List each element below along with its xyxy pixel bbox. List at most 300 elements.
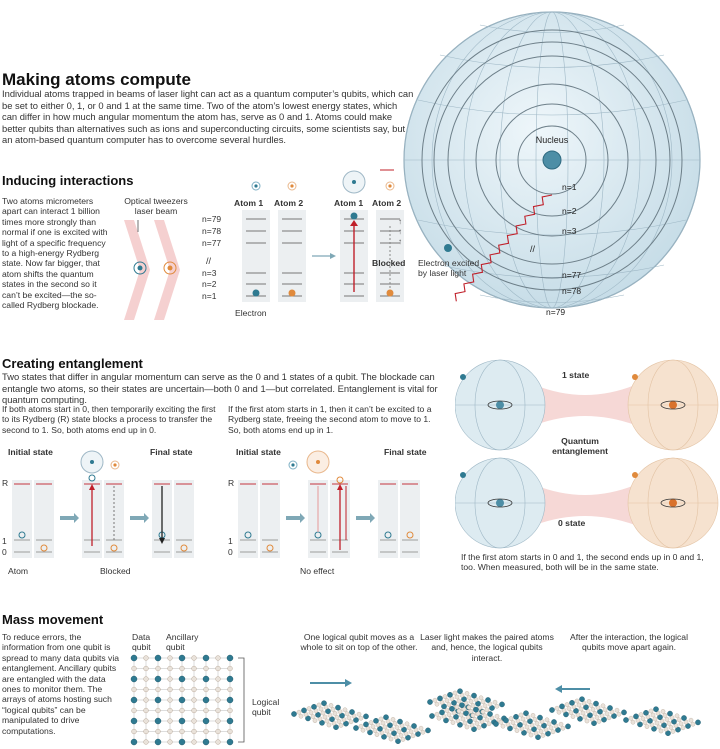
qubit-atom: [329, 703, 333, 707]
data-qubit: [155, 697, 161, 703]
qubit-atom: [447, 692, 452, 697]
rydberg-level-diagram: [200, 168, 415, 308]
data-qubit: [155, 676, 161, 682]
qubit-atom: [363, 722, 368, 727]
ancillary-qubit: [192, 698, 197, 703]
data-qubit: [179, 697, 185, 703]
ancillary-qubit: [228, 708, 233, 713]
ancillary-qubit: [144, 708, 149, 713]
qubit-atom: [681, 726, 685, 730]
ancillary-qubit: [132, 666, 137, 671]
qubit-atom: [655, 721, 659, 725]
qubit-atom: [393, 721, 397, 725]
qubit-atom: [357, 712, 361, 716]
qubit-atom: [475, 721, 479, 725]
ancillary-qubit: [156, 729, 161, 734]
qubit-atom: [651, 713, 655, 717]
qubit-atom: [309, 711, 313, 715]
ancillary-qubit-label: Ancillary qubit: [166, 632, 199, 652]
qubit-atom: [579, 707, 583, 711]
qubit-atom: [565, 703, 569, 707]
axis-label: 0: [2, 547, 7, 557]
qubit-atom: [671, 729, 675, 733]
interactions-title: Inducing interactions: [2, 173, 134, 188]
blocked-label: Blocked: [372, 258, 406, 268]
qubit-atom: [493, 721, 498, 726]
qubit-atom: [469, 699, 473, 703]
qubit-atom: [325, 719, 329, 723]
qubit-atom: [675, 714, 679, 718]
qubit-atom: [463, 721, 467, 725]
qubit-atom: [395, 725, 399, 729]
level-label: n=2: [562, 206, 577, 216]
qubit-atom: [317, 703, 321, 707]
qubit-atom: [361, 728, 365, 732]
qubit-atom: [375, 733, 379, 737]
qubit-atom: [383, 725, 387, 729]
n-label: n=1: [202, 291, 217, 301]
qubit-atom: [327, 723, 331, 727]
blocked-label: Blocked: [100, 566, 131, 576]
qubit-atom: [459, 713, 463, 717]
qubit-atom: [677, 718, 681, 722]
qubit-atom: [529, 733, 533, 737]
ancillary-qubit: [192, 729, 197, 734]
entanglement-left-text: If both atoms start in 0, then temporarily exciting the first to its Rydberg (R) state blocks a process to transfer the second to 1. So, both atoms end up in 0.: [2, 404, 216, 435]
qubit-atom: [547, 722, 551, 726]
qubit-atom: [579, 697, 584, 702]
qubit-atom: [559, 722, 563, 726]
qubit-atom: [521, 717, 525, 721]
qubit-atom: [387, 733, 391, 737]
ancillary-qubit: [144, 719, 149, 724]
qubit-atom: [551, 730, 555, 734]
qubit-atom: [537, 725, 541, 729]
ancillary-qubit: [204, 729, 209, 734]
qubit-atom: [471, 703, 475, 707]
interactions-text: Two atoms micrometers apart can interact 1 billion times more strongly than normal if one is excited with light of a specific frequency to a high-energy Rydberg state. Now far bigger, that atom shifts the quantum states in the second so it can’t be excited—the so-called Rydberg blockade.: [2, 196, 108, 311]
level-label: n=79: [546, 307, 566, 317]
ancillary-qubit: [168, 708, 173, 713]
ancillary-qubit: [216, 729, 221, 734]
qubit-atom: [499, 702, 504, 707]
qubit-atom: [391, 717, 395, 721]
svg-text:↑: ↑: [398, 237, 402, 246]
data-qubit-label: Data qubit: [132, 632, 151, 652]
qubit-atom: [643, 721, 647, 725]
qubit-atom: [669, 725, 673, 729]
qubit-atom: [691, 722, 695, 726]
qubit-atom: [593, 711, 597, 715]
final-state-label: Final state: [150, 447, 193, 457]
qubit-atom: [447, 703, 451, 707]
axis-label: 1: [228, 536, 233, 546]
data-qubit: [179, 739, 185, 745]
qubit-atom: [689, 718, 693, 722]
ancillary-qubit: [144, 687, 149, 692]
qubit-atom: [379, 717, 383, 721]
ancillary-qubit: [192, 708, 197, 713]
qubit-atom: [559, 704, 564, 709]
qubit-atom: [347, 716, 351, 720]
axis-label: R: [228, 478, 235, 488]
excited-electron: [444, 244, 452, 252]
qubit-atom: [439, 710, 444, 715]
qubit-atom: [565, 724, 570, 729]
qubit-atom: [643, 710, 648, 715]
qubit-atom: [519, 713, 523, 717]
qubit-atom: [515, 729, 519, 733]
qubit-atom: [509, 717, 513, 721]
data-qubit: [131, 655, 137, 661]
qubit-atom: [659, 729, 663, 733]
n-label: n=77: [202, 238, 222, 248]
qubit-atom: [359, 716, 363, 720]
ancillary-qubit: [156, 687, 161, 692]
qubit-atom: [437, 696, 442, 701]
svg-text:↑: ↑: [398, 227, 402, 236]
qubit-atom: [485, 697, 490, 702]
qubit-atom: [447, 713, 451, 717]
qubit-atom: [629, 716, 633, 720]
ancillary-qubit: [180, 708, 185, 713]
axis-label: R: [2, 478, 9, 488]
qubit-atom: [469, 709, 473, 713]
ancillary-qubit: [216, 740, 221, 745]
n-label: n=78: [202, 226, 222, 236]
step3-text: After the interaction, the logical qubits move apart again.: [570, 632, 688, 653]
qubit-atom: [291, 711, 296, 716]
data-qubit: [227, 718, 233, 724]
qubit-atom: [459, 703, 464, 708]
qubit-atom: [623, 717, 628, 722]
data-qubit: [203, 655, 209, 661]
ancillary-qubit: [216, 687, 221, 692]
qubit-atom: [569, 700, 574, 705]
qubit-atom: [545, 718, 549, 722]
final-state-label: Final state: [384, 447, 427, 457]
qubit-atom: [575, 699, 579, 703]
qubit-atom: [411, 734, 415, 738]
qubit-atom: [429, 713, 434, 718]
qubit-atom: [331, 707, 335, 711]
ancillary-qubit: [192, 687, 197, 692]
qubit-atom: [583, 715, 587, 719]
qubit-atom: [301, 708, 306, 713]
qubit-atom: [421, 730, 425, 734]
qubit-atom: [373, 729, 377, 733]
qubit-atom: [343, 708, 347, 712]
ancillary-qubit: [144, 666, 149, 671]
qubit-atom: [621, 710, 626, 715]
ancillary-qubit: [168, 698, 173, 703]
qubit-atom: [457, 689, 462, 694]
qubit-atom: [353, 725, 358, 730]
axis-label: 1: [2, 536, 7, 546]
ancillary-qubit: [192, 666, 197, 671]
data-qubit: [131, 718, 137, 724]
qubit-atom: [537, 715, 542, 720]
n-label: n=79: [202, 214, 222, 224]
axis-label: 0: [228, 547, 233, 557]
qubit-atom: [593, 701, 598, 706]
qubit-atom: [473, 707, 478, 712]
qubit-atom: [657, 725, 661, 729]
qubit-atom: [483, 704, 487, 708]
qubit-atom: [581, 711, 585, 715]
qubit-atom: [405, 722, 409, 726]
qubit-atom: [465, 691, 469, 695]
qubit-atom: [485, 708, 489, 712]
qubit-atom: [363, 714, 368, 719]
ancillary-qubit: [132, 708, 137, 713]
qubit-atom: [495, 704, 499, 708]
qubit-atom: [617, 712, 621, 716]
qubit-atom: [397, 729, 401, 733]
ancillary-qubit: [156, 708, 161, 713]
qubit-atom: [467, 695, 471, 699]
ancillary-qubit: [204, 708, 209, 713]
ancillary-qubit: [228, 666, 233, 671]
electron-label: Electron: [235, 308, 267, 318]
ancillary-qubit: [204, 687, 209, 692]
qubit-atom: [555, 706, 559, 710]
qubit-atom: [383, 715, 388, 720]
svg-text:↑: ↑: [398, 217, 402, 226]
qubit-atom: [471, 693, 476, 698]
qubit-atom: [435, 712, 439, 716]
ancillary-qubit: [204, 666, 209, 671]
qubit-atom: [571, 715, 575, 719]
qubit-atom: [297, 710, 301, 714]
mass-title: Mass movement: [2, 612, 104, 627]
ancillary-qubit: [228, 729, 233, 734]
data-qubit: [179, 655, 185, 661]
atom2-header: Atom 2: [274, 198, 304, 208]
data-qubit: [227, 697, 233, 703]
ancillary-qubit: [132, 729, 137, 734]
qubit-atom: [381, 721, 385, 725]
state0-label: 0 state: [558, 518, 586, 528]
qubit-atom: [337, 719, 341, 723]
qubit-atom: [437, 716, 441, 720]
atom-label: Atom: [8, 566, 29, 576]
qubit-atom: [567, 707, 571, 711]
page-title: Making atoms compute: [2, 70, 191, 89]
qubit-atom: [561, 726, 565, 730]
ancillary-qubit: [168, 719, 173, 724]
qubit-atom: [589, 703, 593, 707]
qubit-atom: [465, 725, 469, 729]
data-qubit: [131, 697, 137, 703]
data-qubit: [131, 676, 137, 682]
qubit-atom: [527, 729, 531, 733]
ancillary-qubit: [216, 698, 221, 703]
ancillary-qubit: [228, 687, 233, 692]
qubit-atom: [513, 725, 517, 729]
qubit-atom: [597, 719, 601, 723]
mass-text: To reduce errors, the information from one qubit is spread to many data qubits via entanglement. Ancillary qubits are entangled with the data ones to monitor them. The arrays of atoms hosting such “logical qubits” can be manipulated to drive computations.: [2, 632, 120, 736]
qubit-atom: [607, 705, 612, 710]
qubit-atom: [467, 705, 471, 709]
qubit-atom: [605, 712, 609, 716]
qubit-atom: [681, 715, 686, 720]
qubit-atom: [323, 715, 327, 719]
qubit-atom: [371, 725, 375, 729]
qubit-atom: [591, 707, 595, 711]
logical-qubit-steps: [290, 670, 720, 748]
qubit-atom: [531, 713, 535, 717]
intro-text: Individual atoms trapped in beams of laser light can act as a quantum computer’s qubits, which can be set to either 0, 1, or 0 and 1 at the same time. Two of the atom’s lowest energy states, which can differ in how much angular momentum the atom has, serve as 0 and 1. Atoms could make better qubits than alternatives such as ions and superconducting circuits, some scientists say, but an atom-based quantum computer has to overcome several hurdles.: [2, 88, 414, 146]
level-label: n=1: [562, 182, 577, 192]
qubit-atom: [457, 699, 461, 703]
ancillary-qubit: [216, 656, 221, 661]
qubit-atom: [503, 718, 508, 723]
qubit-atom: [511, 721, 515, 725]
level-label: n=3: [562, 226, 577, 236]
step1-text: One logical qubit moves as a whole to sit on top of the other.: [300, 632, 418, 653]
qubit-atom: [633, 714, 638, 719]
ancillary-qubit: [180, 729, 185, 734]
qubit-atom: [653, 717, 657, 721]
qubit-atom: [333, 711, 337, 715]
qubit-atom: [339, 723, 343, 727]
qubit-atom: [335, 715, 339, 719]
atom-globe: [380, 0, 720, 330]
step2-text: Laser light makes the paired atoms and, hence, the logical qubits interact.: [420, 632, 554, 663]
qubit-atom: [311, 704, 316, 709]
qubit-atom: [479, 696, 483, 700]
qubit-atom: [373, 718, 378, 723]
ancillary-qubit: [144, 656, 149, 661]
qubit-atom: [641, 717, 645, 721]
data-qubit: [203, 739, 209, 745]
qubit-atom: [487, 711, 492, 716]
qubit-atom: [483, 714, 487, 718]
data-qubit: [227, 655, 233, 661]
n-label: n=3: [202, 268, 217, 278]
qubit-atom: [433, 698, 437, 702]
qubit-atom: [425, 728, 430, 733]
qubit-atom: [569, 711, 573, 715]
qubit-atom: [321, 711, 325, 715]
qubit-atom: [307, 707, 311, 711]
entanglement-title: Creating entanglement: [2, 356, 143, 371]
entanglement-right-text: If the first atom starts in 1, then it can’t be excited to a Rydberg state, freeing the second atom to move to 1. So, both atoms end up in 1.: [228, 404, 432, 435]
qubit-atom: [501, 724, 505, 728]
qubit-atom: [585, 719, 589, 723]
qubit-atom: [549, 726, 553, 730]
ancillary-qubit: [156, 666, 161, 671]
qubit-atom: [419, 726, 423, 730]
data-qubit: [203, 697, 209, 703]
ancillary-qubit: [144, 677, 149, 682]
atom1-header: Atom 1: [334, 198, 364, 208]
n-label: n=2: [202, 279, 217, 289]
svg-text://: //: [530, 244, 536, 254]
qubit-atom: [535, 721, 539, 725]
qubit-atom: [481, 710, 485, 714]
qubit-atom: [457, 709, 461, 713]
data-qubit: [155, 739, 161, 745]
ancillary-qubit: [180, 666, 185, 671]
quantum-entanglement-label: Quantum entanglement: [552, 436, 608, 456]
qubit-atom: [445, 699, 449, 703]
qubit-atom: [313, 719, 317, 723]
qubit-atom: [595, 715, 599, 719]
qubit-atom: [445, 709, 449, 713]
ancillary-qubit: [168, 687, 173, 692]
data-qubit: [203, 676, 209, 682]
qubit-atom: [601, 704, 605, 708]
qubit-atom: [311, 715, 315, 719]
qubit-atom: [661, 709, 665, 713]
qubit-atom: [577, 703, 581, 707]
qubit-atom: [495, 714, 499, 718]
qubit-atom: [549, 707, 554, 712]
qubit-atom: [615, 708, 619, 712]
ancillary-qubit: [216, 677, 221, 682]
qubit-atom: [369, 721, 373, 725]
qubit-atom: [409, 730, 413, 734]
qubit-atom: [481, 700, 485, 704]
qubit-atom: [389, 737, 393, 741]
data-qubit: [227, 739, 233, 745]
qubit-atom: [399, 733, 403, 737]
ancillary-qubit: [168, 666, 173, 671]
atom1-header: Atom 1: [234, 198, 264, 208]
qubit-atom: [695, 720, 700, 725]
qubit-atom: [493, 700, 497, 704]
qubit-atom: [455, 705, 459, 709]
level-label: n=77: [562, 270, 582, 280]
qubit-atom: [443, 695, 447, 699]
ancillary-qubit: [216, 708, 221, 713]
qubit-atom: [631, 720, 635, 724]
qubit-atom: [639, 713, 643, 717]
qubit-atom: [451, 721, 455, 725]
qubit-atom: [557, 710, 561, 714]
qubit-atom: [513, 714, 518, 719]
electron-excited-label: Electron excited by laser light: [418, 258, 480, 279]
qubit-atom: [539, 729, 543, 733]
qubit-atom: [319, 707, 323, 711]
ancillary-qubit: [132, 687, 137, 692]
ancillary-qubit: [192, 719, 197, 724]
entanglement-text: Two states that differ in angular momentum can serve as the 0 and 1 states of a qubit. The blockade can entangle two atoms, so their states are uncertain—both 0 and 1—but correlated. Entanglement is vital for quantum computing.: [2, 371, 438, 406]
qubit-atom: [461, 717, 465, 721]
qubit-atom: [663, 713, 667, 717]
initial-state-label: Initial state: [236, 447, 281, 457]
ancillary-qubit: [144, 740, 149, 745]
state1-label: 1 state: [562, 370, 590, 380]
tweezers-label: Optical tweezers laser beam: [124, 196, 188, 217]
qubit-atom: [335, 705, 340, 710]
ancillary-qubit: [192, 740, 197, 745]
data-qubit: [155, 718, 161, 724]
qubit-atom: [499, 720, 503, 724]
entanglement-caption: If the first atom starts in 0 and 1, the second ends up in 0 and 1, too. When measured, both will be in the same state.: [461, 552, 704, 573]
qubit-atom: [607, 716, 611, 720]
qubit-atom: [471, 713, 475, 717]
data-qubit: [131, 739, 137, 745]
data-qubit: [203, 718, 209, 724]
ancillary-qubit: [192, 656, 197, 661]
qubit-atom: [449, 706, 454, 711]
ancillary-qubit: [192, 677, 197, 682]
entanglement-level-diagram: [0, 460, 450, 560]
qubit-atom: [649, 709, 653, 713]
